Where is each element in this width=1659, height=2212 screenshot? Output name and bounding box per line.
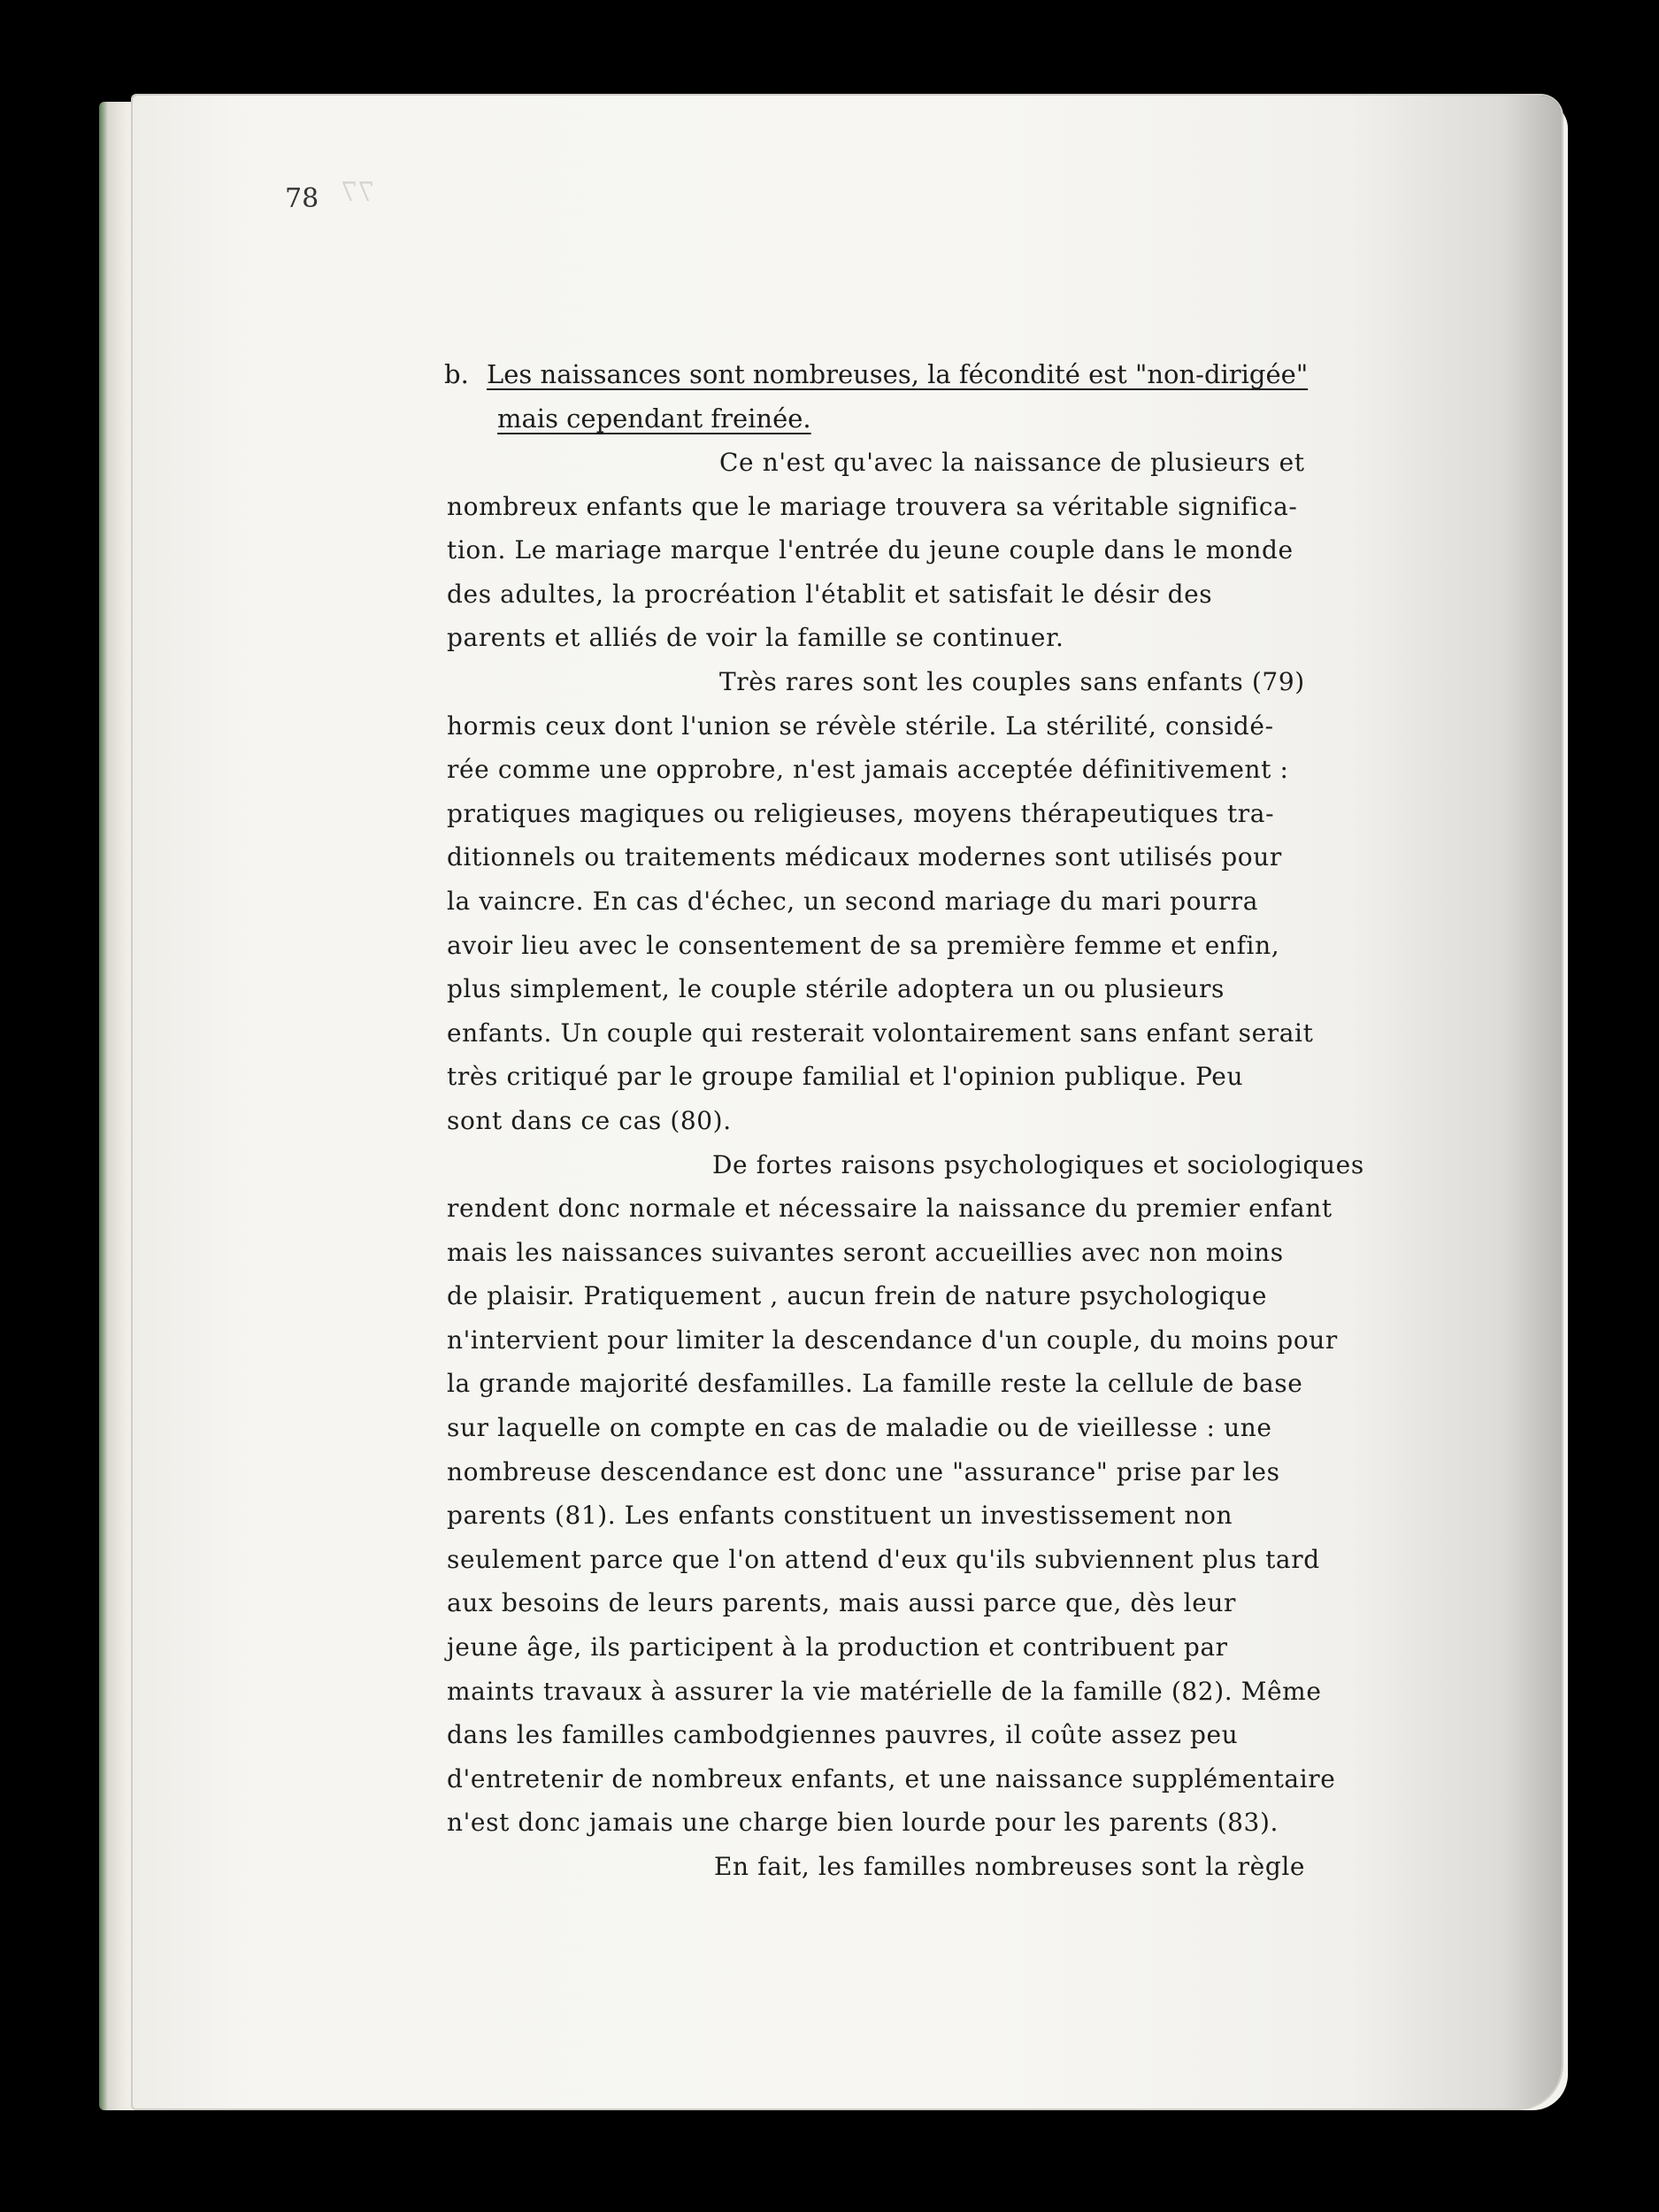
text-line: avoir lieu avec le consentement de sa première femme et enfin, bbox=[447, 930, 1280, 960]
text-line: pratiques magiques ou religieuses, moyens thérapeutiques tra- bbox=[447, 798, 1275, 828]
text-line: Très rares sont les couples sans enfants (79) bbox=[719, 666, 1305, 696]
text-line: n'intervient pour limiter la descendance d'un couple, du moins pour bbox=[447, 1325, 1338, 1355]
text-line: d'entretenir de nombreux enfants, et une naissance supplémentaire bbox=[447, 1763, 1336, 1793]
body-text bbox=[447, 441, 1438, 1889]
paragraph-3 bbox=[447, 1143, 1438, 1846]
text-line: très critiqué par le groupe familial et l'opinion publique. Peu bbox=[447, 1062, 1244, 1092]
text-line: de plaisir. Pratiquement , aucun frein de nature psychologique bbox=[447, 1281, 1268, 1311]
text-line: rée comme une opprobre, n'est jamais acceptée définitivement : bbox=[447, 755, 1289, 785]
section-heading-line-2: mais cependant freinée. bbox=[497, 403, 811, 434]
text-line: dans les familles cambodgiennes pauvres, il coûte assez peu bbox=[447, 1720, 1239, 1750]
text-line: parents et alliés de voir la famille se continuer. bbox=[447, 623, 1064, 653]
section-marker: b. bbox=[444, 359, 469, 389]
text-line: De fortes raisons psychologiques et sociologiques bbox=[712, 1149, 1364, 1179]
paragraph-1 bbox=[447, 441, 1438, 660]
text-line: sont dans ce cas (80). bbox=[447, 1105, 732, 1135]
text-line: ditionnels ou traitements médicaux modernes sont utilisés pour bbox=[447, 842, 1282, 872]
text-line: seulement parce que l'on attend d'eux qu'ils subviennent plus tard bbox=[447, 1544, 1320, 1574]
bleed-through-page-number: 77 bbox=[341, 177, 375, 208]
text-line: aux besoins de leurs parents, mais aussi parce que, dès leur bbox=[447, 1588, 1237, 1618]
text-line: tion. Le mariage marque l'entrée du jeune couple dans le monde bbox=[447, 535, 1294, 565]
text-line: n'est donc jamais une charge bien lourde pour les parents (83). bbox=[447, 1808, 1279, 1838]
text-line: hormis ceux dont l'union se révèle stérile. La stérilité, considé- bbox=[447, 710, 1274, 741]
text-line: maints travaux à assurer la vie matérielle de la famille (82). Même bbox=[447, 1676, 1322, 1706]
text-line: rendent donc normale et nécessaire la naissance du premier enfant bbox=[447, 1194, 1333, 1224]
text-line: sur laquelle on compte en cas de maladie ou de vieillesse : une bbox=[447, 1413, 1272, 1443]
text-line: plus simplement, le couple stérile adoptera un ou plusieurs bbox=[447, 974, 1225, 1004]
text-line: nombreux enfants que le mariage trouvera sa véritable significa- bbox=[447, 491, 1298, 521]
section-heading-line-1: Les naissances sont nombreuses, la fécondité est "non-dirigée" bbox=[487, 359, 1309, 389]
text-line: enfants. Un couple qui resterait volontairement sans enfant serait bbox=[447, 1018, 1314, 1048]
text-line: la vaincre. En cas d'échec, un second mariage du mari pourra bbox=[447, 886, 1259, 916]
paragraph-2 bbox=[447, 660, 1438, 1143]
text-line: mais les naissances suivantes seront accueillies avec non moins bbox=[447, 1237, 1284, 1267]
text-line: parents (81). Les enfants constituent un investissement non bbox=[447, 1501, 1233, 1531]
text-line: jeune âge, ils participent à la production et contribuent par bbox=[447, 1632, 1228, 1663]
text-line: des adultes, la procréation l'établit et satisfait le désir des bbox=[447, 579, 1213, 609]
text-line: la grande majorité desfamilles. La famille reste la cellule de base bbox=[447, 1369, 1303, 1399]
paragraph-4 bbox=[447, 1845, 1438, 1889]
text-line: En fait, les familles nombreuses sont la règle bbox=[714, 1852, 1306, 1881]
text-line: Ce n'est qu'avec la naissance de plusieurs et bbox=[719, 448, 1305, 477]
page-number: 78 bbox=[285, 183, 319, 214]
text-line: nombreuse descendance est donc une "assurance" prise par les bbox=[447, 1456, 1280, 1486]
